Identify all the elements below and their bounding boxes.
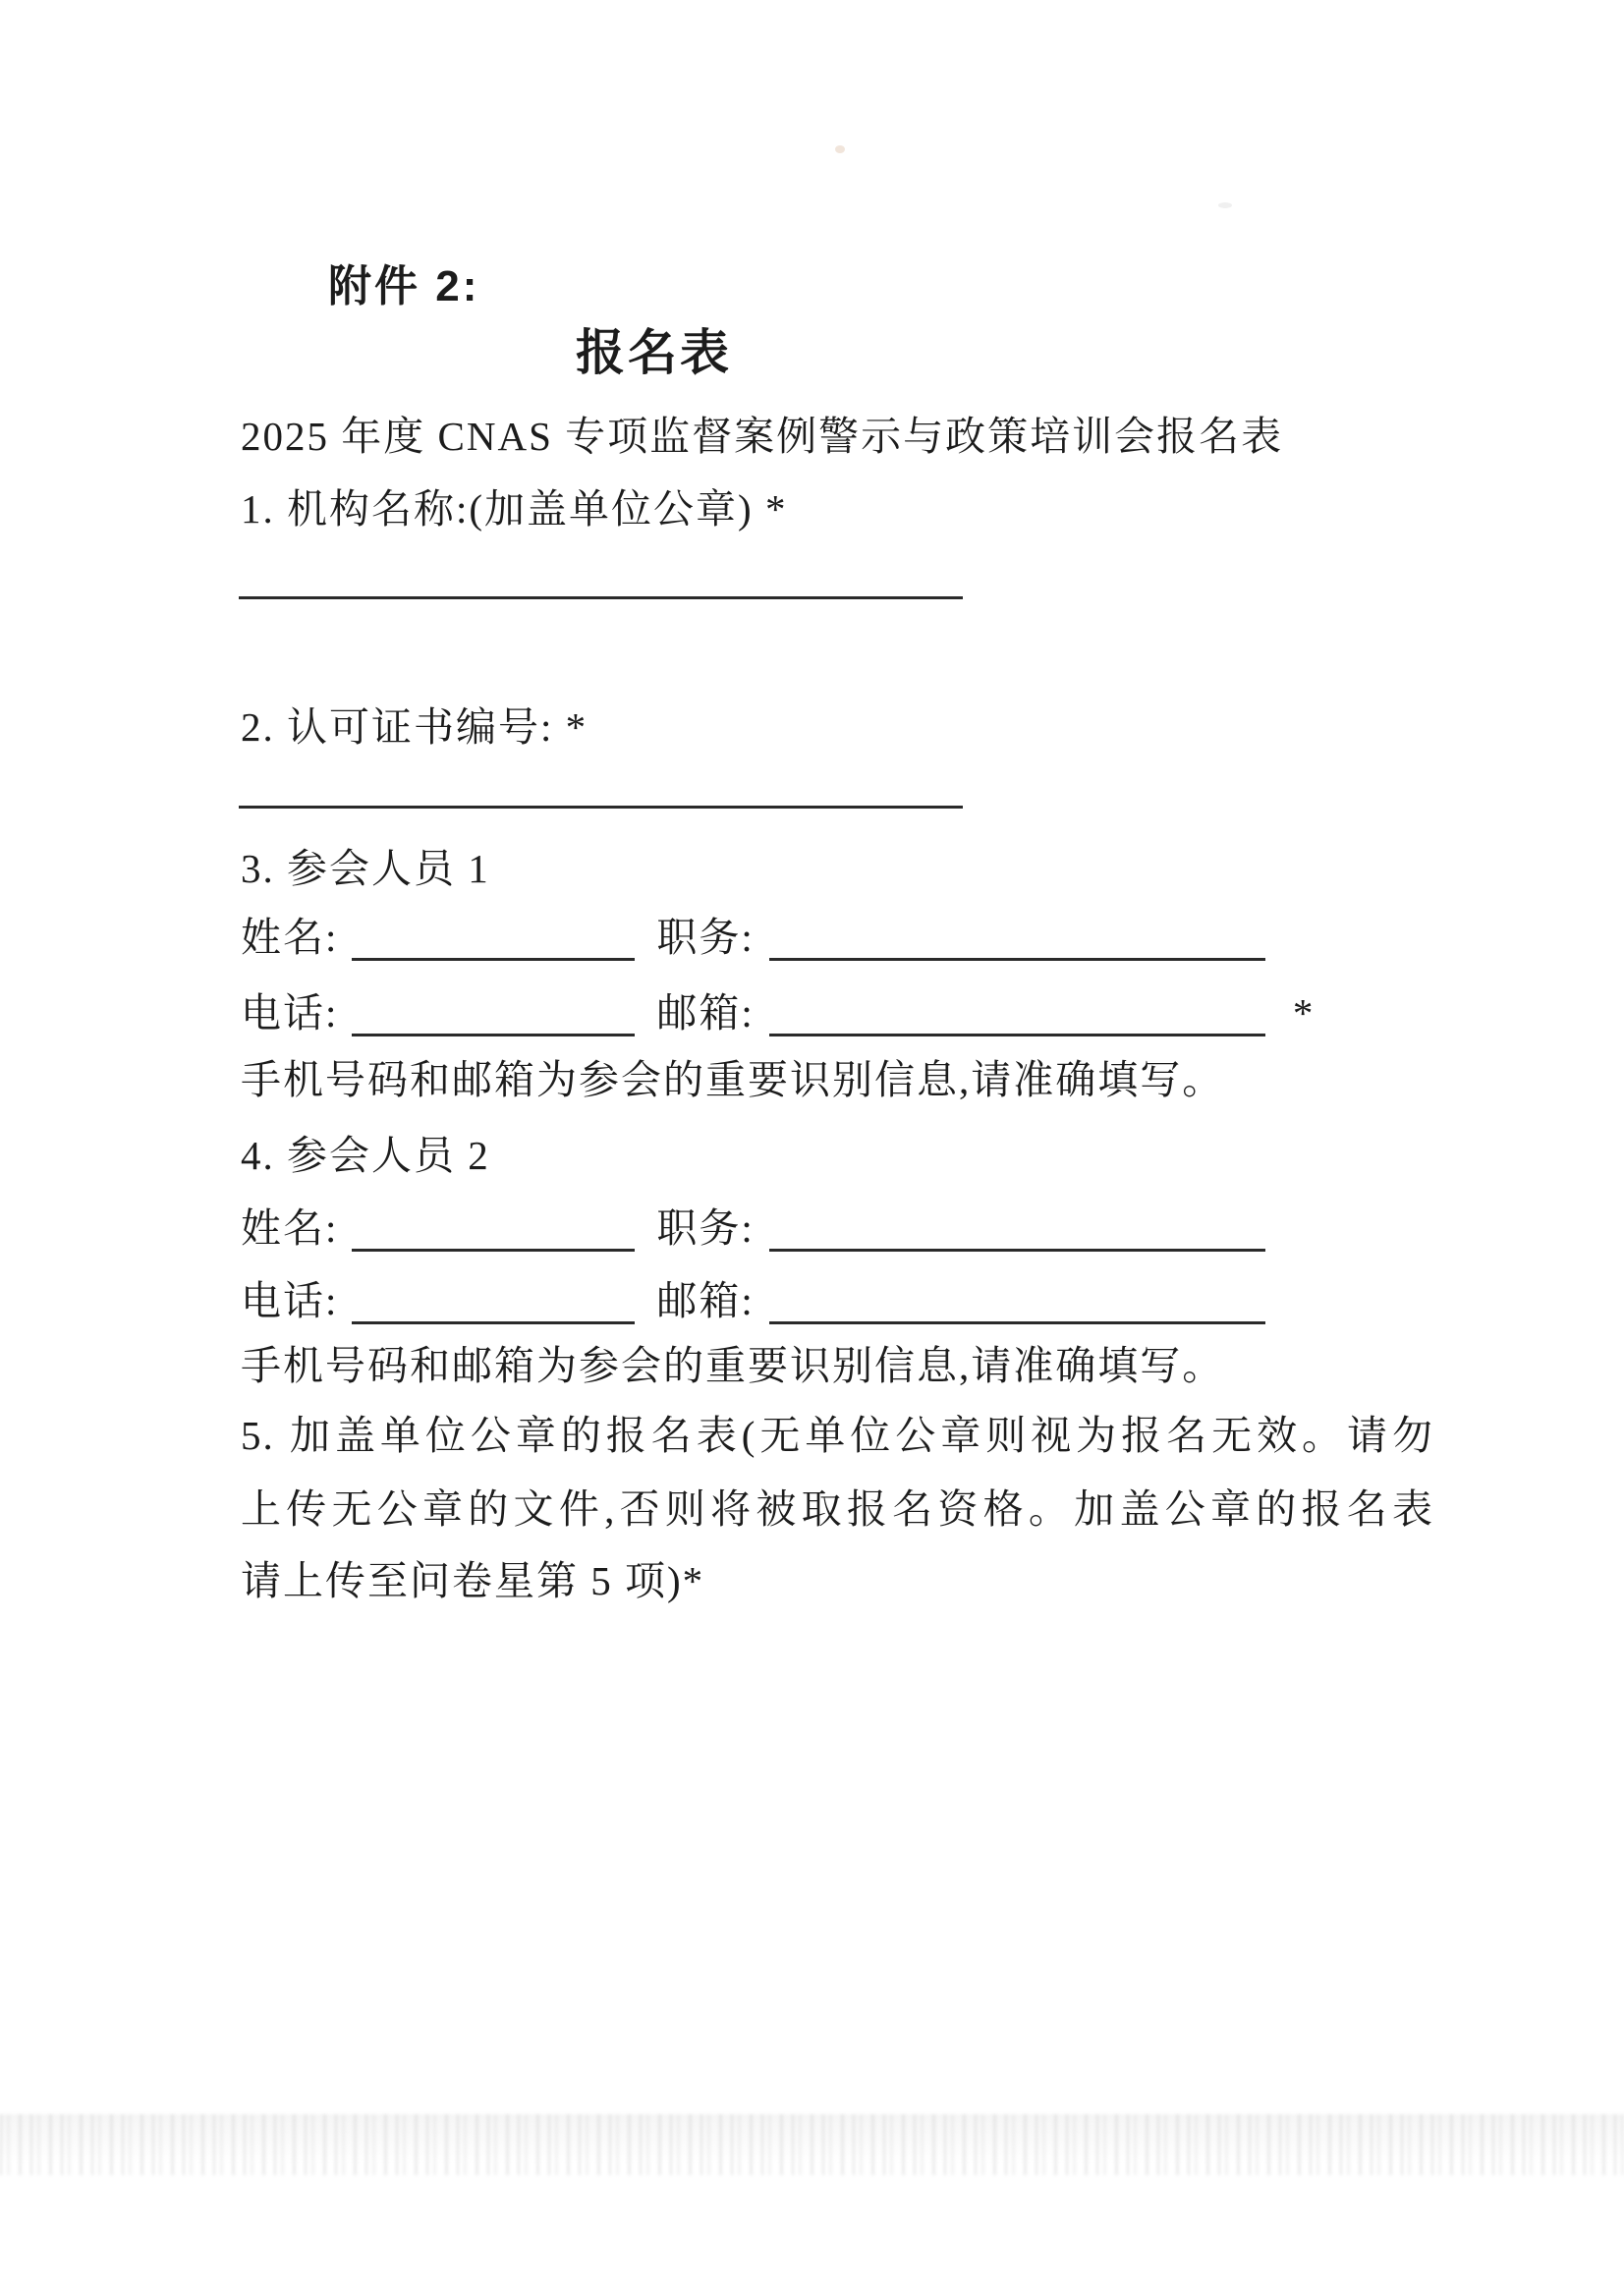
scan-smudge [1218,202,1232,208]
item-5-line-2: 上传无公章的文件,否则将被取报名资格。加盖公章的报名表 [241,1486,1434,1532]
participant2-email-label: 邮箱: [656,1278,755,1323]
attachment-label: 附件 2: [328,262,480,310]
participant1-phone-email-row [241,989,1315,1036]
item-1-org-name-label: 1. 机构名称:(加盖单位公章) * [241,486,788,532]
cert-number-blank-line [239,806,963,809]
participant2-duty-blank [769,1205,1265,1252]
participant2-name-blank [352,1205,635,1252]
participant2-phone-email-row [241,1277,1265,1324]
item-5-line-3: 请上传至问卷星第 5 项)* [241,1558,705,1603]
org-name-blank-line [239,596,963,599]
participant1-name-label: 姓名: [241,915,339,960]
item-3-heading: 3. 参会人员 1 [241,846,490,891]
item-4-heading: 4. 参会人员 2 [241,1133,490,1178]
participant1-duty-label: 职务: [656,915,755,960]
scan-noise-band [0,2114,1624,2175]
participant1-email-label: 邮箱: [656,990,755,1036]
participant2-duty-label: 职务: [656,1205,755,1251]
participant1-name-duty-row [241,914,1265,961]
participant2-name-label: 姓名: [241,1205,339,1251]
participant2-email-blank [769,1278,1265,1324]
participant2-note: 手机号码和邮箱为参会的重要识别信息,请准确填写。 [241,1343,1225,1388]
participant1-duty-blank [769,915,1265,961]
form-subtitle: 2025 年度 CNAS 专项监督案例警示与政策培训会报名表 [241,414,1284,459]
participant1-phone-label: 电话: [241,990,339,1036]
participant1-name-blank [352,915,635,961]
page-title: 报名表 [576,325,732,380]
participant2-phone-label: 电话: [241,1278,339,1323]
participant1-note: 手机号码和邮箱为参会的重要识别信息,请准确填写。 [241,1057,1225,1102]
scan-smudge [835,145,845,153]
participant1-email-blank [769,990,1265,1036]
required-asterisk: * [1292,990,1316,1036]
participant1-phone-blank [352,990,635,1036]
item-5-line-1: 5. 加盖单位公章的报名表(无单位公章则视为报名无效。请勿 [241,1413,1434,1458]
participant2-phone-blank [352,1278,635,1324]
participant2-name-duty-row [241,1204,1265,1252]
item-2-cert-number-label: 2. 认可证书编号: * [241,704,588,750]
